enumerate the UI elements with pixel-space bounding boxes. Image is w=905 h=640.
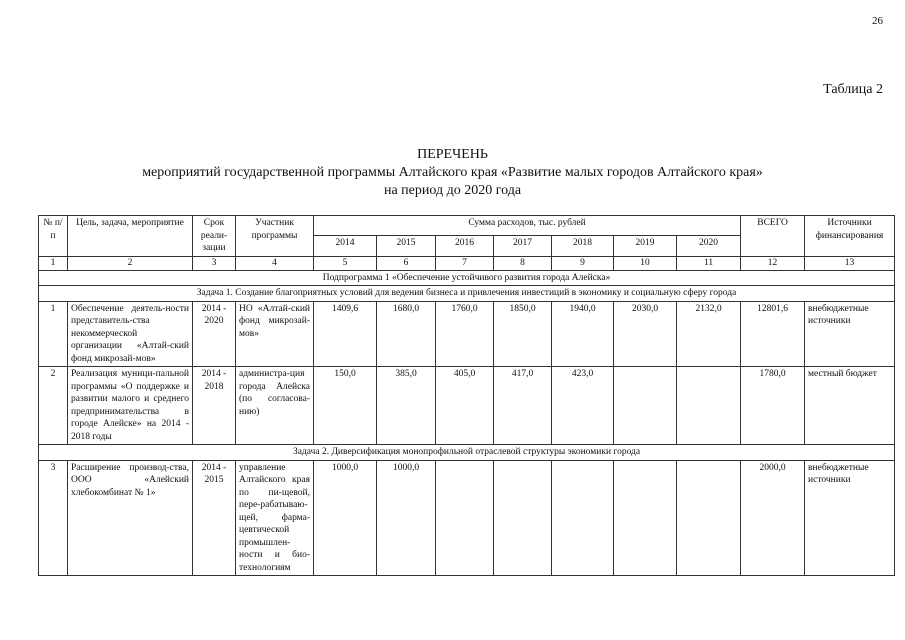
document-heading <box>0 146 905 200</box>
row-term: 2014 - 2020 <box>193 301 236 367</box>
year-header: 2018 <box>552 236 614 256</box>
column-number: 9 <box>552 256 614 270</box>
subprogram-row <box>39 270 895 286</box>
column-number: 2 <box>68 256 193 270</box>
row-value: 405,0 <box>436 367 494 445</box>
row-value <box>614 460 677 576</box>
row-number: 2 <box>39 367 68 445</box>
heading-subtitle: мероприятий государственной программы Алтайского края «Развитие малых городов Алтайского края» <box>142 165 763 180</box>
column-number: 10 <box>614 256 677 270</box>
column-number-row <box>39 256 895 270</box>
column-number: 5 <box>314 256 377 270</box>
year-header: 2019 <box>614 236 677 256</box>
row-value <box>494 460 552 576</box>
col-header-sources: Источники финансирования <box>805 216 895 257</box>
column-number: 11 <box>677 256 741 270</box>
row-value: 417,0 <box>494 367 552 445</box>
table-label: Таблица 2 <box>823 82 883 97</box>
task-title: Задача 1. Создание благоприятных условий для ведения бизнеса и привлечения инвестиций в экономику и социальную сферу города <box>39 286 895 302</box>
row-source: местный бюджет <box>805 367 895 445</box>
task-row <box>39 445 895 461</box>
row-value <box>552 460 614 576</box>
row-participant: администра-ция города Алейска (по согласова-нию) <box>236 367 314 445</box>
column-number: 6 <box>377 256 436 270</box>
row-value: 1000,0 <box>314 460 377 576</box>
task-title: Задача 2. Диверсификация монопрофильной отраслевой структуры экономики города <box>39 445 895 461</box>
year-header: 2016 <box>436 236 494 256</box>
year-header: 2020 <box>677 236 741 256</box>
row-value: 2132,0 <box>677 301 741 367</box>
row-goal: Расширение производ-ства, ООО «Алейский хлебокомбинат № 1» <box>68 460 193 576</box>
col-header-goal: Цель, задача, мероприятие <box>68 216 193 257</box>
col-header-num: № п/п <box>39 216 68 257</box>
col-header-participant: Участник программы <box>236 216 314 257</box>
row-value <box>677 367 741 445</box>
col-header-total: ВСЕГО <box>741 216 805 257</box>
row-number: 1 <box>39 301 68 367</box>
row-participant: НО «Алтай-ский фонд микрозай-мов» <box>236 301 314 367</box>
row-total: 2000,0 <box>741 460 805 576</box>
col-header-term: Срок реали-зации <box>193 216 236 257</box>
column-number: 3 <box>193 256 236 270</box>
row-goal: Реализация муници-пальной программы «О поддержке и развитии малого и среднего предпринимательства в городе Алейске» на 2014 - 2018 годы <box>68 367 193 445</box>
row-value: 1850,0 <box>494 301 552 367</box>
row-value: 423,0 <box>552 367 614 445</box>
row-term: 2014 - 2018 <box>193 367 236 445</box>
row-value <box>614 367 677 445</box>
heading-title: ПЕРЕЧЕНЬ <box>417 147 488 162</box>
column-number: 4 <box>236 256 314 270</box>
column-number: 7 <box>436 256 494 270</box>
row-source: внебюджетные источники <box>805 301 895 367</box>
row-goal: Обеспечение деятель-ности представитель-ства некоммерческой организации «Алтай-ский фонд микрозай-мов» <box>68 301 193 367</box>
year-header: 2015 <box>377 236 436 256</box>
row-value: 385,0 <box>377 367 436 445</box>
header-row <box>39 216 895 236</box>
row-value: 1409,6 <box>314 301 377 367</box>
page-number: 26 <box>872 15 883 27</box>
row-total: 1780,0 <box>741 367 805 445</box>
year-header: 2014 <box>314 236 377 256</box>
col-header-sum: Сумма расходов, тыс. рублей <box>314 216 741 236</box>
table-row <box>39 301 895 367</box>
column-number: 1 <box>39 256 68 270</box>
row-value: 1760,0 <box>436 301 494 367</box>
row-value <box>436 460 494 576</box>
table-row <box>39 367 895 445</box>
row-source: внебюджетные источники <box>805 460 895 576</box>
row-value: 1940,0 <box>552 301 614 367</box>
row-value <box>677 460 741 576</box>
row-value: 1680,0 <box>377 301 436 367</box>
column-number: 8 <box>494 256 552 270</box>
subprogram-title: Подпрограмма 1 «Обеспечение устойчивого развития города Алейска» <box>39 270 895 286</box>
column-number: 12 <box>741 256 805 270</box>
row-participant: управление Алтайского края по пи-щевой, пере-рабатываю-щей, фарма-цевтической промышлен-ности и био-технологиям <box>236 460 314 576</box>
row-number: 3 <box>39 460 68 576</box>
row-value: 150,0 <box>314 367 377 445</box>
measures-table <box>38 215 895 576</box>
table-row <box>39 460 895 576</box>
task-row <box>39 286 895 302</box>
row-value: 1000,0 <box>377 460 436 576</box>
column-number: 13 <box>805 256 895 270</box>
heading-period: на период до 2020 года <box>383 183 522 198</box>
row-total: 12801,6 <box>741 301 805 367</box>
row-value: 2030,0 <box>614 301 677 367</box>
row-term: 2014 - 2015 <box>193 460 236 576</box>
year-header: 2017 <box>494 236 552 256</box>
